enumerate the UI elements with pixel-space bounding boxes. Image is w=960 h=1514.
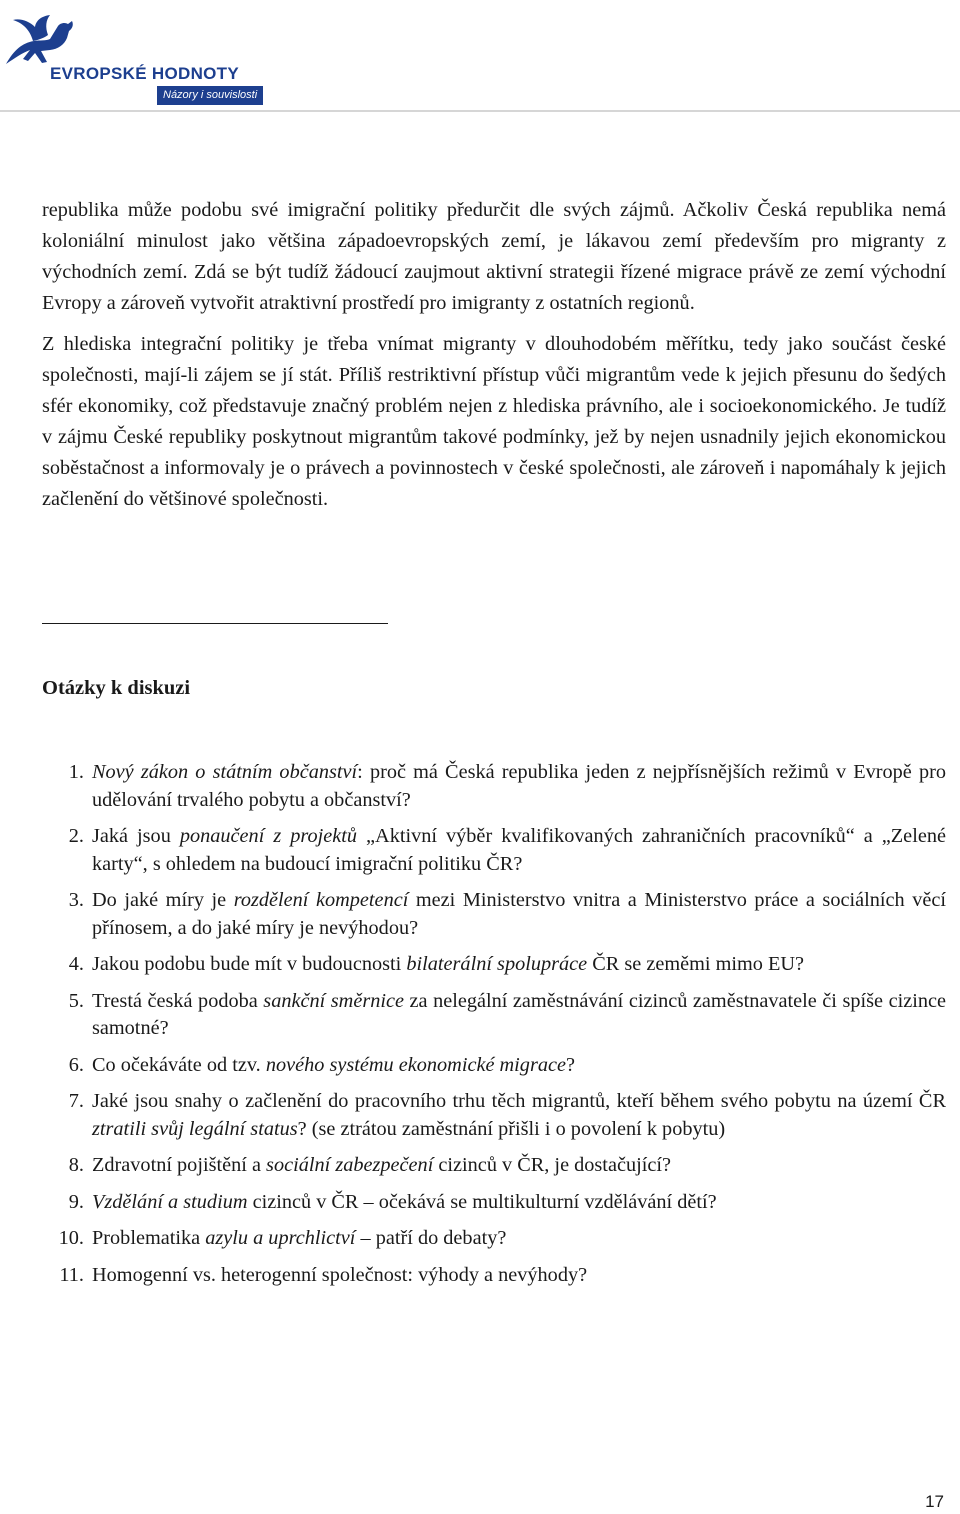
- text-run: za nelegální zaměstnávání cizinců zaměstnavatele či spíše cizince samotné?: [92, 989, 946, 1039]
- italic-text-run: rozdělení kompetencí: [233, 889, 409, 911]
- text-run: – patří do debaty?: [355, 1227, 507, 1249]
- text-run: Jaká jsou: [92, 825, 180, 847]
- italic-text-run: sociální zabezpečení: [266, 1154, 434, 1176]
- logo-title: EVROPSKÉ HODNOTY: [50, 64, 239, 83]
- question-list: [42, 759, 946, 1298]
- question-number: 11.: [59, 1263, 84, 1286]
- question-item: [42, 1052, 946, 1080]
- question-item: [42, 823, 946, 878]
- text-run: cizinců v ČR, je dostačující?: [433, 1154, 671, 1176]
- italic-text-run: azylu a uprchlictví: [205, 1227, 356, 1249]
- question-text: [92, 990, 946, 1040]
- question-number: 3.: [68, 889, 84, 911]
- italic-text-run: Vzdělání a studium: [92, 1190, 248, 1213]
- question-number: 6.: [68, 1053, 84, 1076]
- question-item: [42, 1262, 946, 1290]
- question-number: 8.: [68, 1154, 84, 1176]
- body-text: [42, 195, 946, 515]
- text-run: mezi Ministerstvo vnitra a Ministerstvo práce a sociálních věcí přínosem, a do jaké míry je nevýhodou?: [92, 889, 946, 939]
- question-item: [42, 1225, 946, 1253]
- question-text: [92, 1264, 587, 1286]
- question-number: 10.: [58, 1227, 84, 1249]
- italic-text-run: nového systému ekonomické migrace: [265, 1053, 566, 1076]
- question-text: [92, 1054, 575, 1076]
- text-run: Jaké jsou snahy o začlenění do pracovního trhu těch migrantů, kteří během svého pobytu na území ČR: [92, 1090, 946, 1112]
- text-run: Do jaké míry je: [92, 889, 234, 911]
- pegasus-icon: [0, 14, 86, 66]
- text-run: Problematika: [92, 1227, 206, 1249]
- question-text: [92, 1227, 506, 1249]
- question-item: [42, 1189, 946, 1217]
- question-number: 1.: [68, 761, 84, 783]
- header-divider: [0, 110, 960, 112]
- text-run: „Aktivní výběr kvalifikovaných zahraničních pracovníků“ a „Zelené karty“, s ohledem na budoucí imigrační politiku ČR?: [92, 825, 946, 875]
- question-text: [92, 1191, 717, 1213]
- question-number: 2.: [68, 825, 84, 847]
- page-number: 17: [925, 1492, 944, 1511]
- section-separator: [42, 623, 388, 624]
- text-run: Co očekáváte od tzv.: [92, 1053, 266, 1076]
- question-number: 7.: [68, 1090, 84, 1112]
- logo-tagline: Názory i souvislosti: [157, 86, 263, 105]
- question-item: [42, 988, 946, 1043]
- question-item: [42, 759, 946, 814]
- question-number: 4.: [68, 953, 84, 975]
- italic-text-run: ponaučení z projektů: [179, 825, 358, 847]
- paragraph: [42, 195, 946, 319]
- italic-text-run: bilaterální spolupráce: [406, 953, 588, 975]
- brand-logo: [0, 10, 262, 100]
- question-item: [42, 1152, 946, 1180]
- discussion-heading: Otázky k diskuzi: [42, 677, 191, 699]
- question-item: [42, 887, 946, 942]
- question-text: [92, 953, 804, 975]
- text-run: Homogenní vs. heterogenní společnost: výhody a nevýhody?: [92, 1263, 588, 1286]
- text-run: cizinců v ČR – očekává se multikulturní vzdělávání dětí?: [247, 1190, 717, 1213]
- text-run: Zdravotní pojištění a: [92, 1154, 267, 1176]
- question-text: [92, 825, 946, 875]
- italic-text-run: Nový zákon o státním občanství: [92, 761, 358, 783]
- question-item: [42, 951, 946, 979]
- text-run: Jakou podobu bude mít v budoucnosti: [92, 953, 407, 975]
- italic-text-run: ztratili svůj legální status: [92, 1117, 298, 1140]
- text-run: republika může podobu své imigrační politiky předurčit dle svých zájmů. Ačkoliv Česká republika nemá koloniální minulost jako většina západoevropských zemí, je lákavou zemí především pro migranty z východních zemí. Zdá se být tudíž žádoucí zaujmout aktivní strategii řízené migrace právě ze zemí východní Evropy a zároveň vytvořit atraktivní prostředí pro imigranty z ostatních regionů.: [42, 199, 946, 314]
- italic-text-run: sankční směrnice: [263, 989, 404, 1012]
- text-run: : proč má Česká republika jeden z nejpřísnějších režimů v Evropě pro udělování trvalého pobytu a občanství?: [92, 761, 946, 811]
- text-run: ? (se ztrátou zaměstnání přišli i o povolení k pobytu): [297, 1117, 726, 1140]
- question-number: 5.: [68, 989, 84, 1012]
- question-text: [92, 1154, 671, 1176]
- text-run: Trestá česká podoba: [92, 989, 264, 1012]
- text-run: ČR se zeměmi mimo EU?: [587, 953, 805, 975]
- question-number: 9.: [68, 1190, 84, 1213]
- text-run: Z hlediska integrační politiky je třeba vnímat migranty v dlouhodobém měřítku, tedy jako součást české společnosti, mají-li zájem se jí stát. Příliš restriktivní přístup vůči migrantům vede k jejich přesunu do šedých sfér ekonomiky, což představuje značný problém nejen z hlediska právního, ale i socioekonomického. Je tudíž v zájmu České republiky poskytnout migrantům takové podmínky, jež by nejen usnadnily jejich ekonomickou soběstačnost a informovaly je o právech a povinnostech v české společnosti, ale zároveň i napomáhaly k jejich začlenění do většinové společnosti.: [42, 333, 946, 510]
- question-item: [42, 1088, 946, 1143]
- paragraph: [42, 329, 946, 515]
- text-run: ?: [566, 1053, 576, 1076]
- question-text: [92, 1090, 946, 1140]
- question-text: [92, 889, 946, 939]
- question-text: [92, 761, 946, 811]
